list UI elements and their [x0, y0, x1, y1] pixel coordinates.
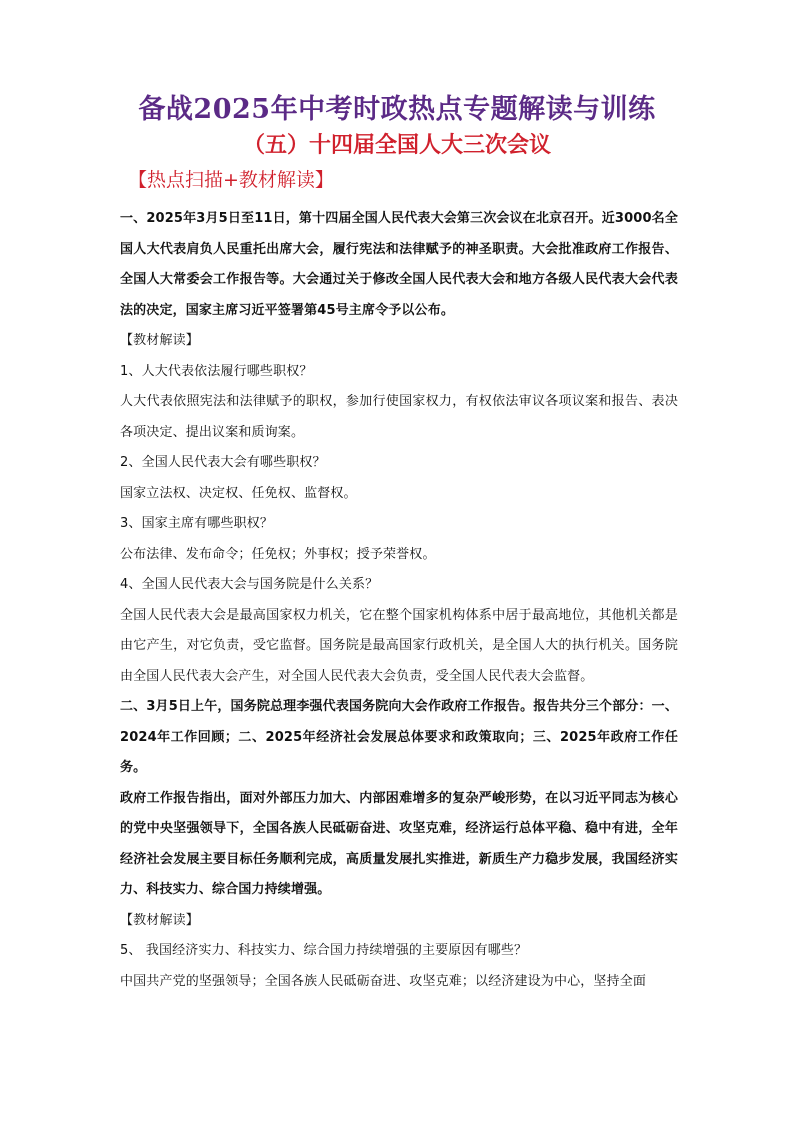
answer-5: 中国共产党的坚强领导；全国各族人民砥砺奋进、攻坚克难；以经济建设为中心，坚持全面: [120, 973, 647, 989]
textbook-heading-2: 【教材解读】: [120, 912, 199, 928]
document-body: [120, 204, 678, 997]
answer-3: 公布法律、发布命令；任免权；外事权；授予荣誉权。: [120, 546, 436, 562]
paragraph-news-1: 一、2025年3月5日至11日，第十四届全国人民代表大会第三次会议在北京召开。近3000名全国人大代表肩负人民重托出席大会，履行宪法和法律赋予的神圣职责。大会批准政府工作报告、全国人大常委会工作报告等。大会通过关于修改全国人民代表大会和地方各级人民代表大会代表法的决定，国家主席习近平签署第45号主席令予以公布。: [120, 211, 678, 318]
answer-1: 人大代表依照宪法和法律赋予的职权，参加行使国家权力，有权依法审议各项议案和报告、表决各项决定、提出议案和质询案。: [120, 394, 678, 440]
question-4: 4、全国人民代表大会与国务院是什么关系？: [120, 577, 379, 592]
paragraph-news-3: 政府工作报告指出，面对外部压力加大、内部困难增多的复杂严峻形势，在以习近平同志为核心的党中央坚强领导下，全国各族人民砥砺奋进、攻坚克难，经济运行总体平稳、稳中有进，全年经济社会发展主要目标任务顺利完成，高质量发展扎实推进，新质生产力稳步发展，我国经济实力、科技实力、综合国力持续增强。: [120, 790, 678, 897]
document-title: 备战2025年中考时政热点专题解读与训练: [138, 94, 656, 125]
question-2: 2、全国人民代表大会有哪些职权？: [120, 455, 326, 470]
paragraph-news-2: 二、3月5日上午，国务院总理李强代表国务院向大会作政府工作报告。报告共分三个部分：一、2024年工作回顾；二、2025年经济社会发展总体要求和政策取向；三、2025年政府工作任务。: [120, 699, 678, 775]
question-3: 3、国家主席有哪些职权？: [120, 516, 274, 531]
textbook-heading: 【教材解读】: [120, 333, 199, 348]
answer-4: 全国人民代表大会是最高国家权力机关，它在整个国家机构体系中居于最高地位，其他机关都是由它产生，对它负责，受它监督。国务院是最高国家行政机关，是全国人大的执行机关。国务院由全国人民代表大会产生，对全国人民代表大会负责，受全国人民代表大会监督。: [120, 607, 678, 684]
answer-2: 国家立法权、决定权、任免权、监督权。: [120, 485, 357, 501]
question-5: 5、 我国经济实力、科技实力、综合国力持续增强的主要原因有哪些？: [120, 943, 528, 958]
section-heading: 【热点扫描+教材解读】: [128, 169, 334, 191]
question-1: 1、人大代表依法履行哪些职权？: [120, 363, 313, 379]
document-subtitle: （五）十四届全国人大三次会议: [242, 132, 551, 158]
